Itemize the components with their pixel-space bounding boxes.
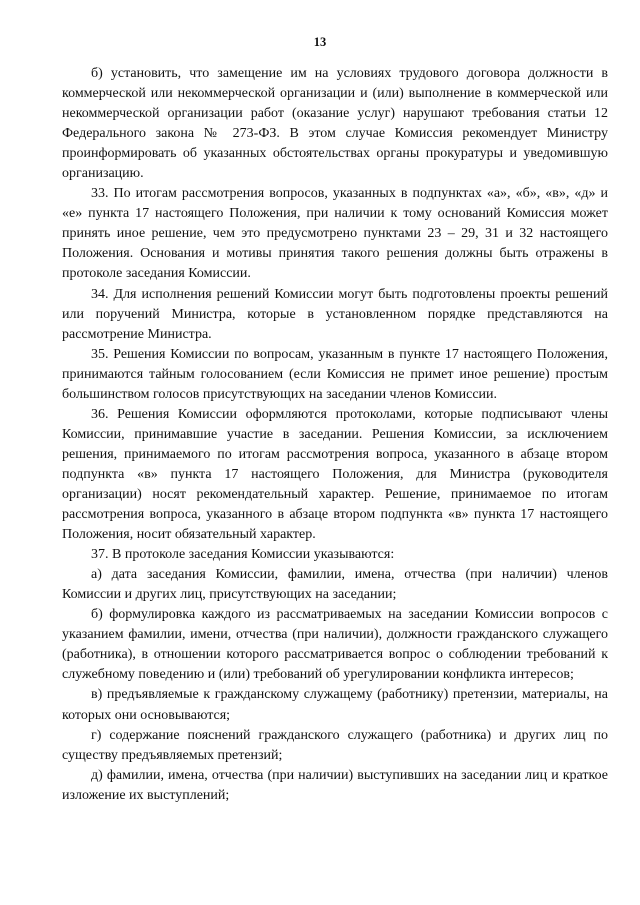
- paragraph-b-establish: б) установить, что замещение им на условиях трудового договора должности в коммерческой или некоммерческой организации и (или) выполнение в коммерческой или некоммерческой организации работ (оказание услуг) нарушают требования статьи 12 Федерального закона № 273-ФЗ. В этом случае Комиссия рекомендует Министру проинформировать об указанных обстоятельствах органы прокуратуры и уведомившую организацию.: [62, 66, 608, 182]
- paragraph-37-g: г) содержание пояснений гражданского служащего (работника) и других лиц по существу предъявляемых претензий;: [62, 727, 608, 763]
- paragraph-37-d: д) фамилии, имена, отчества (при наличии) выступивших на заседании лиц и краткое изложение их выступлений;: [62, 767, 608, 803]
- document-body: [62, 64, 608, 806]
- paragraph-37-v: в) предъявляемые к гражданскому служащему (работнику) претензии, материалы, на которых они основываются;: [62, 687, 608, 723]
- paragraph-35: 35. Решения Комиссии по вопросам, указанным в пункте 17 настоящего Положения, принимаются тайным голосованием (если Комиссия не примет иное решение) простым большинством голосов присутствующих на заседании членов Комиссии.: [62, 346, 608, 402]
- paragraph-36: 36. Решения Комиссии оформляются протоколами, которые подписывают члены Комиссии, принимавшие участие в заседании. Решения Комиссии, за исключением решения, принимаемого по итогам рассмотрения вопроса, указанного в абзаце втором подпункта «в» пункта 17 настоящего Положения, для Министра (руководителя организации) носят рекомендательный характер. Решение, принимаемое по итогам рассмотрения вопроса, указанного в абзаце втором подпункта «в» пункта 17 настоящего Положения, носит обязательный характер.: [62, 406, 608, 543]
- paragraph-37: 37. В протоколе заседания Комиссии указываются:: [91, 547, 395, 563]
- page-number: 13: [313, 35, 327, 49]
- paragraph-37-a: а) дата заседания Комиссии, фамилии, имена, отчества (при наличии) членов Комиссии и других лиц, присутствующих на заседании;: [62, 567, 608, 603]
- paragraph-33: 33. По итогам рассмотрения вопросов, указанных в подпунктах «а», «б», «в», «д» и «е» пункта 17 настоящего Положения, при наличии к тому оснований Комиссия может принять иное решение, чем это предусмотрено пунктами 23 – 29, 31 и 32 настоящего Положения. Основания и мотивы принятия такого решения должны быть отражены в протоколе заседания Комиссии.: [62, 186, 608, 282]
- paragraph-37-b: б) формулировка каждого из рассматриваемых на заседании Комиссии вопросов с указанием фамилии, имени, отчества (при наличии), должности гражданского служащего (работника), в отношении которого рассматривается вопрос о соблюдении требований к служебному поведению и (или) требований об урегулировании конфликта интересов;: [62, 607, 608, 683]
- paragraph-34: 34. Для исполнения решений Комиссии могут быть подготовлены проекты решений или поручений Министра, которые в установленном порядке представляются на рассмотрение Министра.: [62, 286, 608, 342]
